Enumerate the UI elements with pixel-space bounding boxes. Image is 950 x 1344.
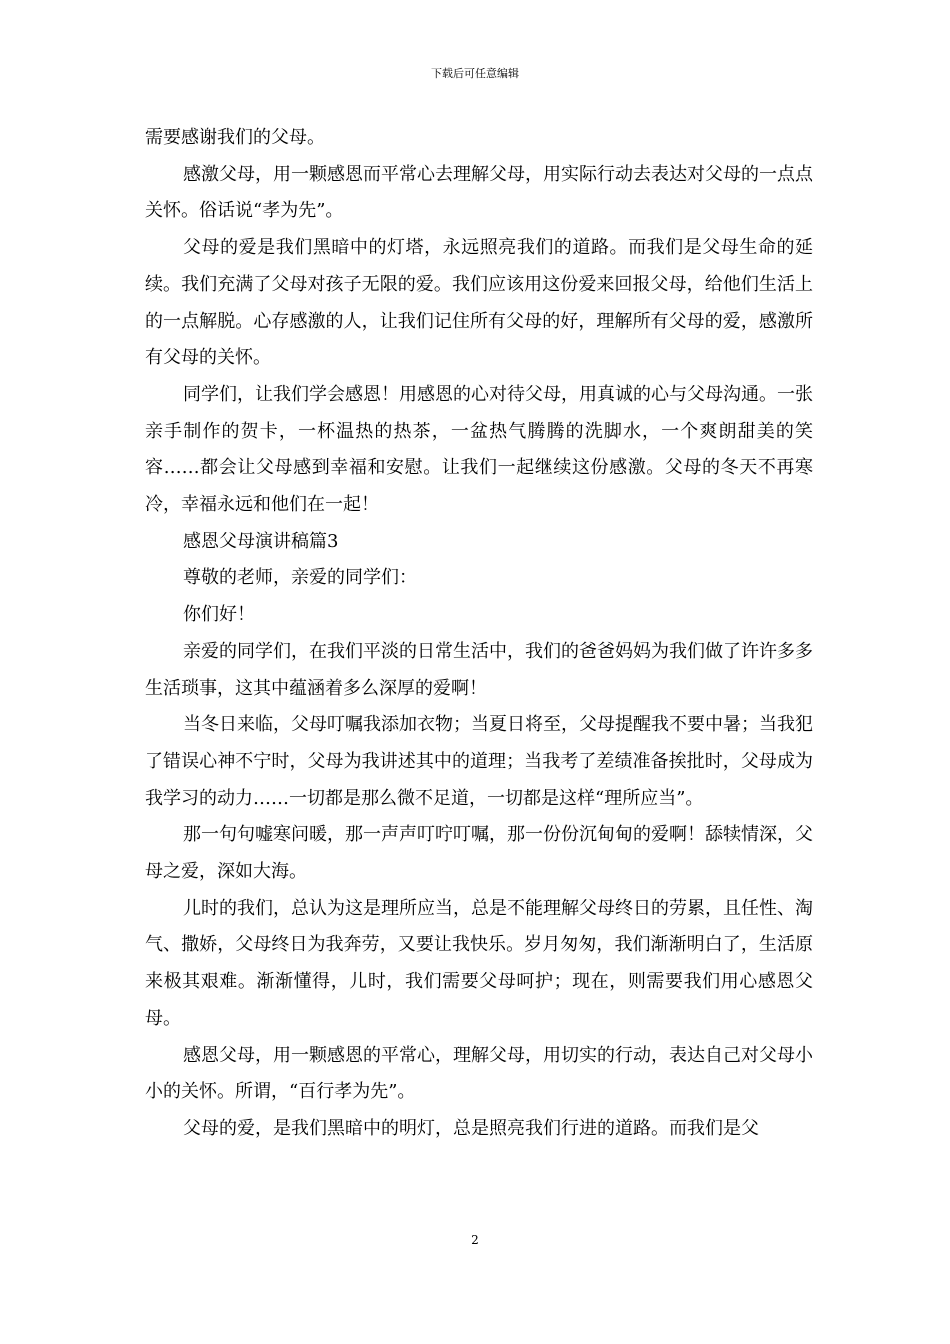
paragraph: 同学们，让我们学会感恩！用感恩的心对待父母，用真诚的心与父母沟通。一张亲手制作的贺卡，一杯温热的热茶，一盆热气腾腾的洗脚水，一个爽朗甜美的笑容……都会让父母感到幸福和安慰。让我们一起继续这份感激。父母的冬天不再寒冷，幸福永远和他们在一起！ [145, 383, 813, 516]
paragraph: 当冬日来临，父母叮嘱我添加衣物；当夏日将至，父母提醒我不要中暑；当我犯了错误心神不宁时，父母为我讲述其中的道理；当我考了差绩准备挨批时，父母成为我学习的动力……一切都是那么微不足道，一切都是这样“理所应当”。 [145, 714, 813, 809]
section-heading: 感恩父母演讲稿篇3 [183, 530, 339, 552]
paragraph: 那一句句嘘寒问暖，那一声声叮咛叮嘱，那一份份沉甸甸的爱啊！舔犊情深，父母之爱，深如大海。 [145, 824, 813, 883]
paragraph: 儿时的我们，总认为这是理所应当，总是不能理解父母终日的劳累，且任性、淘气、撒娇，父母终日为我奔劳，又要让我快乐。岁月匆匆，我们渐渐明白了，生活原来极其艰难。渐渐懂得，儿时，我们需要父母呵护；现在，则需要我们用心感恩父母。 [145, 897, 813, 1029]
page-header: 下载后可任意编辑 [431, 67, 519, 80]
paragraph: 感激父母，用一颗感恩而平常心去理解父母，用实际行动去表达对父母的一点点关怀。俗话说“孝为先”。 [145, 163, 813, 222]
page-number: 2 [471, 1233, 479, 1247]
greeting: 你们好！ [183, 604, 255, 626]
paragraph: 父母的爱是我们黑暗中的灯塔，永远照亮我们的道路。而我们是父母生命的延续。我们充满了父母对孩子无限的爱。我们应该用这份爱来回报父母，给他们生活上的一点解脱。心存感激的人，让我们记住所有父母的好，理解所有父母的爱，感激所有父母的关怀。 [145, 237, 813, 369]
paragraph: 感恩父母，用一颗感恩的平常心，理解父母，用切实的行动，表达自己对父母小小的关怀。所谓，“百行孝为先”。 [145, 1044, 813, 1103]
paragraph: 亲爱的同学们，在我们平淡的日常生活中，我们的爸爸妈妈为我们做了许许多多生活琐事，这其中蕴涵着多么深厚的爱啊！ [145, 640, 813, 699]
paragraph: 需要感谢我们的父母。 [145, 127, 325, 148]
paragraph: 父母的爱，是我们黑暗中的明灯，总是照亮我们行进的道路。而我们是父 [183, 1117, 759, 1139]
document-body [145, 120, 813, 1148]
salutation: 尊敬的老师，亲爱的同学们： [183, 567, 417, 589]
